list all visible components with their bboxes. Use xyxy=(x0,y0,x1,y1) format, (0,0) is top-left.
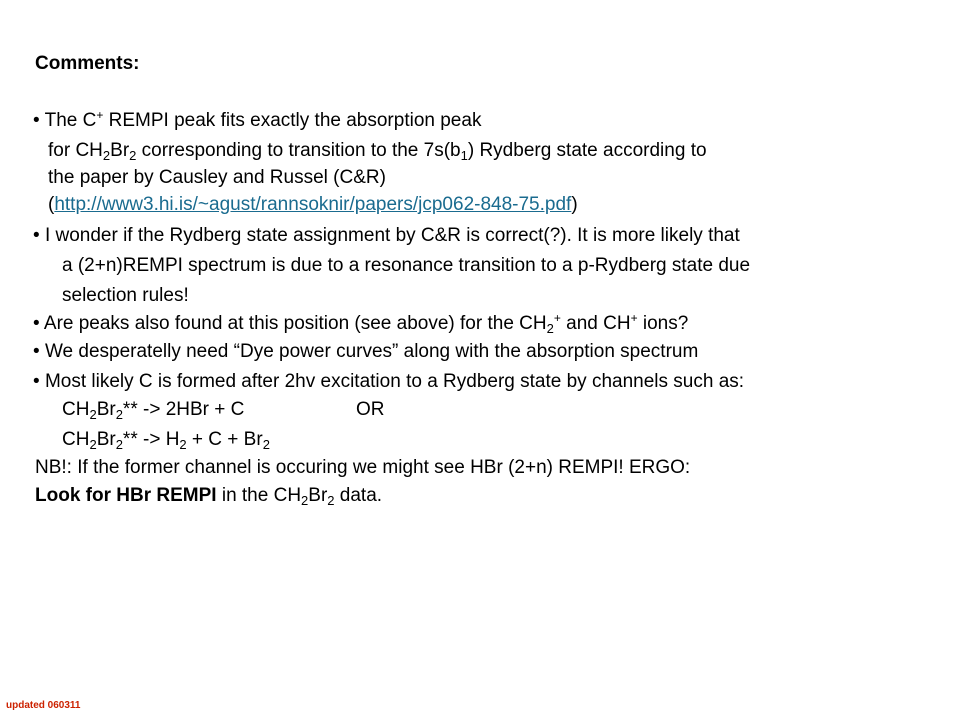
superscript: + xyxy=(96,108,104,122)
bullet-marker: • xyxy=(33,313,40,334)
bullet-line-3 xyxy=(33,312,688,336)
subscript: 2 xyxy=(179,437,187,452)
paper-link[interactable]: http://www3.hi.is/~agust/rannsoknir/papers/jcp062-848-75.pdf xyxy=(54,194,572,215)
text-segment: ) Rydberg state according to xyxy=(467,140,707,161)
bullet-1-line-2 xyxy=(48,139,707,163)
text-segment: The C xyxy=(44,110,97,131)
bullet-line-4 xyxy=(33,340,698,364)
text-segment: ** -> 2HBr + C xyxy=(122,399,245,420)
bullet-2-line-3: selection rules! xyxy=(62,285,189,306)
bullet-line-5 xyxy=(33,370,744,394)
text-segment: ions? xyxy=(637,313,689,334)
bullet-marker: • xyxy=(33,225,40,246)
paren-open: ( xyxy=(48,194,55,215)
subscript: 2 xyxy=(102,148,111,163)
subscript: 2 xyxy=(115,437,123,452)
superscript: + xyxy=(630,311,638,325)
paren-close: ) xyxy=(571,194,578,215)
comments-heading: Comments: xyxy=(35,53,140,74)
subscript: 2 xyxy=(262,437,270,452)
subscript: 2 xyxy=(546,321,554,336)
look-for-line xyxy=(35,484,382,508)
text-segment: and CH xyxy=(560,313,631,334)
text-segment: Most likely C is formed after 2hv excitation to a Rydberg state by channels such as: xyxy=(44,371,745,392)
bullet-2-line-2: a (2+n)REMPI spectrum is due to a resonance transition to a p-Rydberg state due xyxy=(62,255,751,276)
text-segment: Br xyxy=(308,485,328,506)
subscript: 1 xyxy=(460,148,468,163)
reaction-line-1 xyxy=(62,398,244,422)
text-segment: ** -> H xyxy=(122,429,180,450)
subscript: 2 xyxy=(301,493,309,508)
subscript: 2 xyxy=(129,148,137,163)
bullet-marker: • xyxy=(33,371,40,392)
reaction-line-2 xyxy=(62,428,270,452)
text-segment: + C + Br xyxy=(186,429,263,450)
bullet-1-line-4 xyxy=(48,193,578,217)
text-segment: I wonder if the Rydberg state assignment by C&R is correct(?). It is more likely that xyxy=(44,225,740,246)
text-segment: Br xyxy=(96,399,116,420)
bullet-marker: • xyxy=(33,341,40,362)
bullet-1-line-3: the paper by Causley and Russel (C&R) xyxy=(48,167,386,188)
text-segment: corresponding to transition to the 7s(b xyxy=(136,140,461,161)
subscript: 2 xyxy=(115,407,123,422)
updated-footer: updated 060311 xyxy=(6,700,81,711)
text-segment: Br xyxy=(96,429,116,450)
text-segment: CH xyxy=(62,429,90,450)
text-segment: REMPI peak fits exactly the absorption peak xyxy=(103,110,482,131)
superscript: + xyxy=(553,311,561,325)
subscript: 2 xyxy=(327,493,335,508)
or-label: OR xyxy=(356,399,385,420)
text-segment: Are peaks also found at this position (see above) for the CH xyxy=(43,313,547,334)
bullet-line-2 xyxy=(33,224,740,248)
text-segment: for CH xyxy=(48,140,103,161)
subscript: 2 xyxy=(89,437,97,452)
text-segment: CH xyxy=(62,399,90,420)
text-segment: Br xyxy=(110,140,130,161)
subscript: 2 xyxy=(89,407,97,422)
bullet-line-1 xyxy=(33,109,481,133)
text-segment: We desperatelly need “Dye power curves” along with the absorption spectrum xyxy=(44,341,699,362)
bold-text: Look for HBr REMPI xyxy=(35,485,217,506)
text-segment: in the CH xyxy=(216,485,302,506)
bullet-marker: • xyxy=(33,110,40,131)
text-segment: data. xyxy=(334,485,383,506)
nb-line: NB!: If the former channel is occuring we might see HBr (2+n) REMPI! ERGO: xyxy=(35,457,691,478)
